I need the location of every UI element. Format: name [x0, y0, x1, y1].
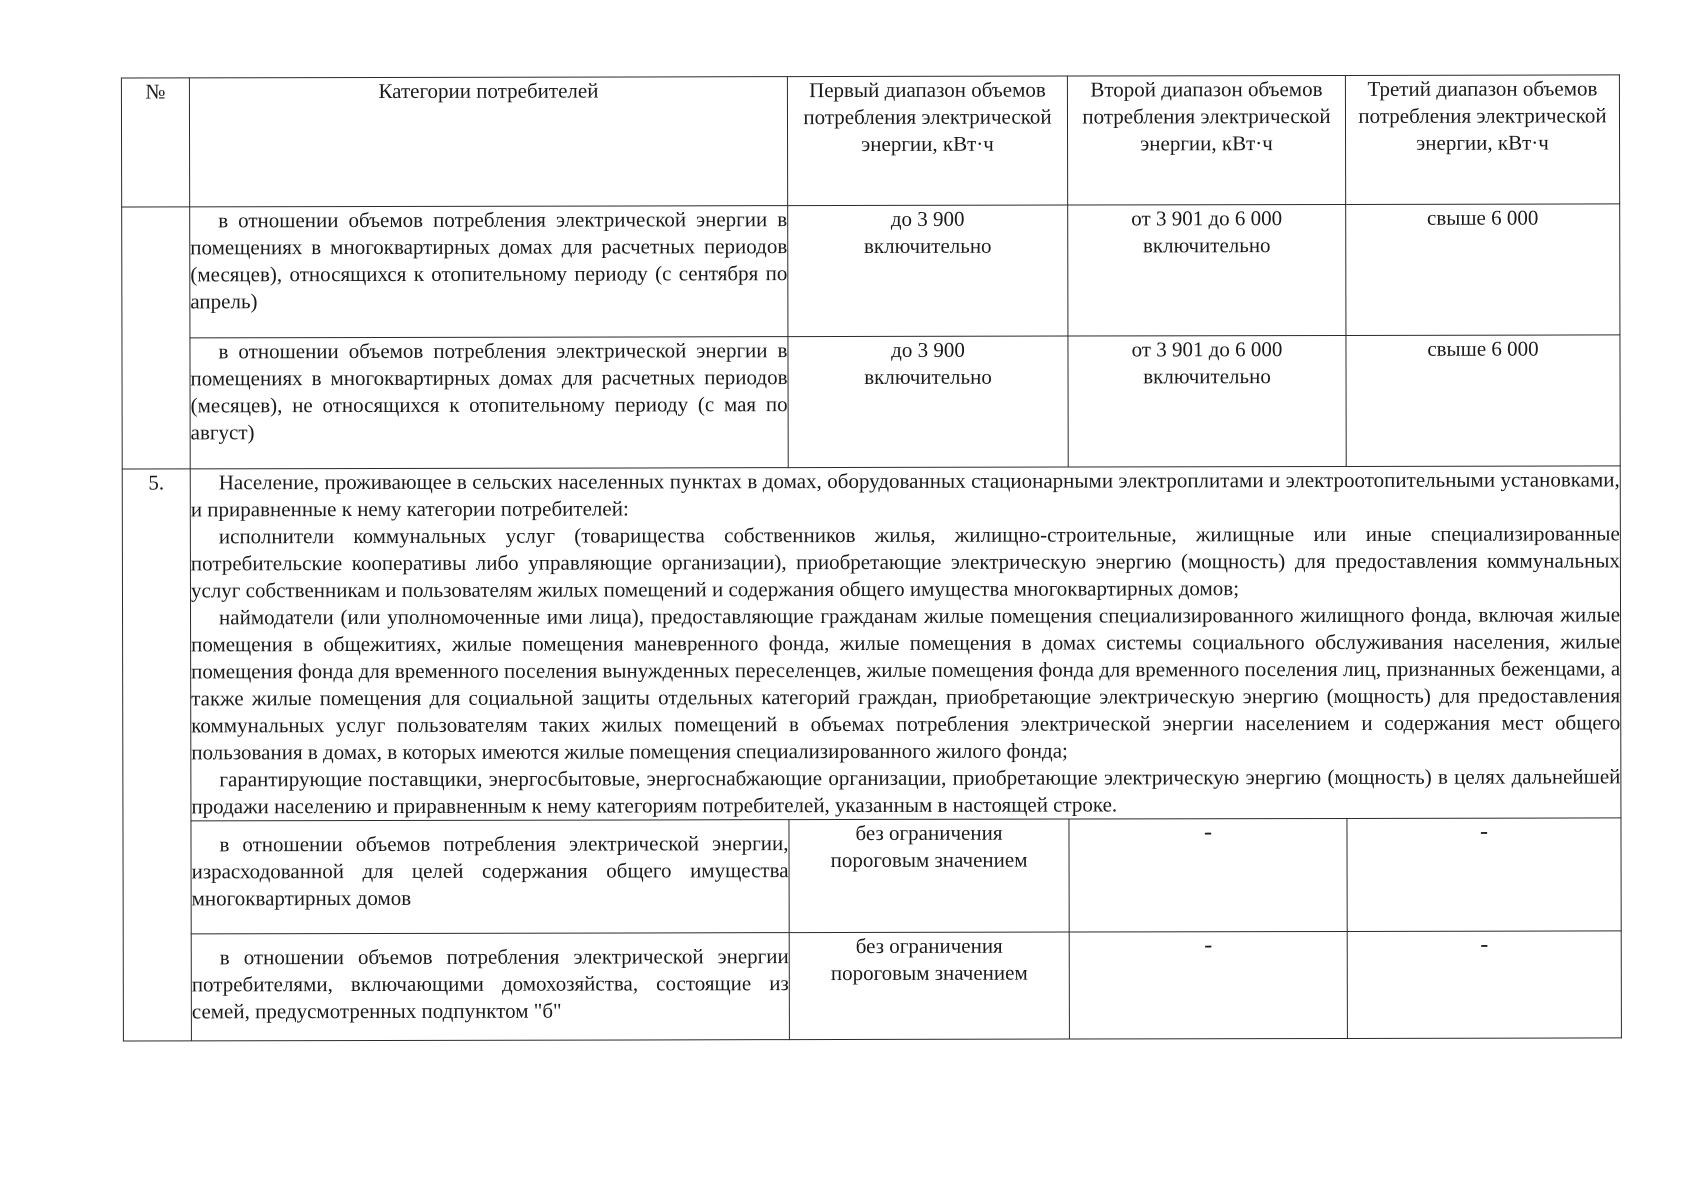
- range-1-qualifier: пороговым значением: [830, 847, 1028, 873]
- range-2-qualifier: включительно: [1143, 364, 1271, 389]
- section-5-paragraph: гарантирующие поставщики, энергосбытовые, энергоснабжающие организации, приобретающие электрическую энергию (мощность) в целях дальнейшей продажи населению и приравненным к нему категориям потребителей, указанным в настоящей строке.: [191, 764, 1621, 819]
- section-5-paragraph: Население, проживающее в сельских населенных пунктах в домах, оборудованных стационарными электроплитами и электроотопительными установками, и приравненные к нему категории потребителей:: [190, 467, 1620, 522]
- range-2-cell: [1068, 335, 1346, 467]
- header-range-2: Второй диапазон объемов потребления электрической энергии, кВт·ч: [1067, 75, 1345, 205]
- table-row-common-property: [123, 818, 1621, 934]
- table-row-non-heating-period: [122, 335, 1620, 469]
- range-3-cell: свыше 6 000: [1346, 335, 1620, 467]
- section-5-paragraph: исполнители коммунальных услуг (товарищества собственников жилья, жилищно-строительные, жилищные или иные специализированные потребительские кооперативы либо управляющие организации), приобретающие электрическую энергию (мощность) для предоставления коммунальных услуг собственникам и пользователям жилых помещений и содержания общего имущества многоквартирных домов;: [190, 521, 1620, 603]
- tariff-table: [121, 74, 1622, 1041]
- header-row: [121, 75, 1619, 207]
- category-cell: в отношении объемов потребления электрической энергии потребителями, включающими домохозяйства, состоящие из семей, предусмотренных подпунктом "б": [191, 933, 789, 1041]
- category-cell: в отношении объемов потребления электрической энергии в помещениях в многоквартирных домах для расчетных периодов (месяцев), не относящихся к отопительному периоду (с мая по август): [190, 337, 788, 469]
- range-2-cell: [1068, 204, 1346, 336]
- range-2-value: от 3 901 до 6 000: [1131, 206, 1283, 231]
- header-range-3: Третий диапазон объемов потребления электрической энергии, кВт·ч: [1345, 75, 1619, 205]
- range-2-cell: -: [1069, 818, 1347, 932]
- range-1-value: без ограничения: [855, 820, 1003, 845]
- table-row-section-5: [122, 466, 1621, 821]
- range-1-qualifier: включительно: [863, 233, 992, 258]
- range-1-qualifier: пороговым значением: [830, 960, 1028, 986]
- range-1-value: до 3 900: [891, 337, 965, 362]
- table-row-households: [123, 931, 1621, 1041]
- range-1-cell: [788, 205, 1068, 337]
- category-cell: в отношении объемов потребления электрической энергии в помещениях в многоквартирных домах для расчетных периодов (месяцев), относящихся к отопительному периоду (с сентября по апрель): [190, 206, 788, 338]
- range-1-cell: [789, 819, 1069, 933]
- section-5-paragraph: наймодатели (или уполномоченные ими лица), предоставляющие гражданам жилые помещения специализированного жилищного фонда, включая жилые помещения в общежитиях, жилые помещения маневренного фонда, жилые помещения в домах системы социального обслуживания населения, жилые помещения фонда для временного поселения вынужденных переселенцев, жилые помещения фонда для временного поселения лиц, признанных беженцами, а также жилые помещения для социальной защиты отдельных категорий граждан, приобретающие электрическую энергию (мощность) для предоставления коммунальных услуг пользователям таких жилых помещений в объемах потребления электрической энергии населением и содержания мест общего пользования в домах, в которых имеются жилые помещения специализированного жилого фонда;: [191, 602, 1621, 765]
- range-2-qualifier: включительно: [1142, 233, 1271, 258]
- header-range-1: Первый диапазон объемов потребления электрической энергии, кВт·ч: [787, 76, 1067, 206]
- range-1-cell: [788, 336, 1068, 468]
- range-3-cell: -: [1347, 931, 1621, 1039]
- range-2-value: от 3 901 до 6 000: [1131, 337, 1283, 362]
- range-3-cell: свыше 6 000: [1346, 204, 1620, 336]
- table-row-heating-period: [122, 204, 1620, 338]
- range-1-value: до 3 900: [890, 206, 965, 231]
- header-category: Категории потребителей: [189, 77, 787, 207]
- range-1-qualifier: включительно: [864, 364, 992, 389]
- range-2-cell: -: [1069, 931, 1347, 1039]
- section-5-description: [190, 466, 1621, 821]
- category-cell: в отношении объемов потребления электрической энергии, израсходованной для целей содержания общего имущества многоквартирных домов: [191, 820, 789, 934]
- range-1-value: без ограничения: [855, 933, 1003, 958]
- range-3-cell: -: [1347, 818, 1621, 932]
- header-number: №: [121, 78, 189, 207]
- range-1-cell: [789, 932, 1069, 1040]
- section-number: 5.: [122, 469, 191, 1041]
- number-cell-empty: [122, 207, 191, 469]
